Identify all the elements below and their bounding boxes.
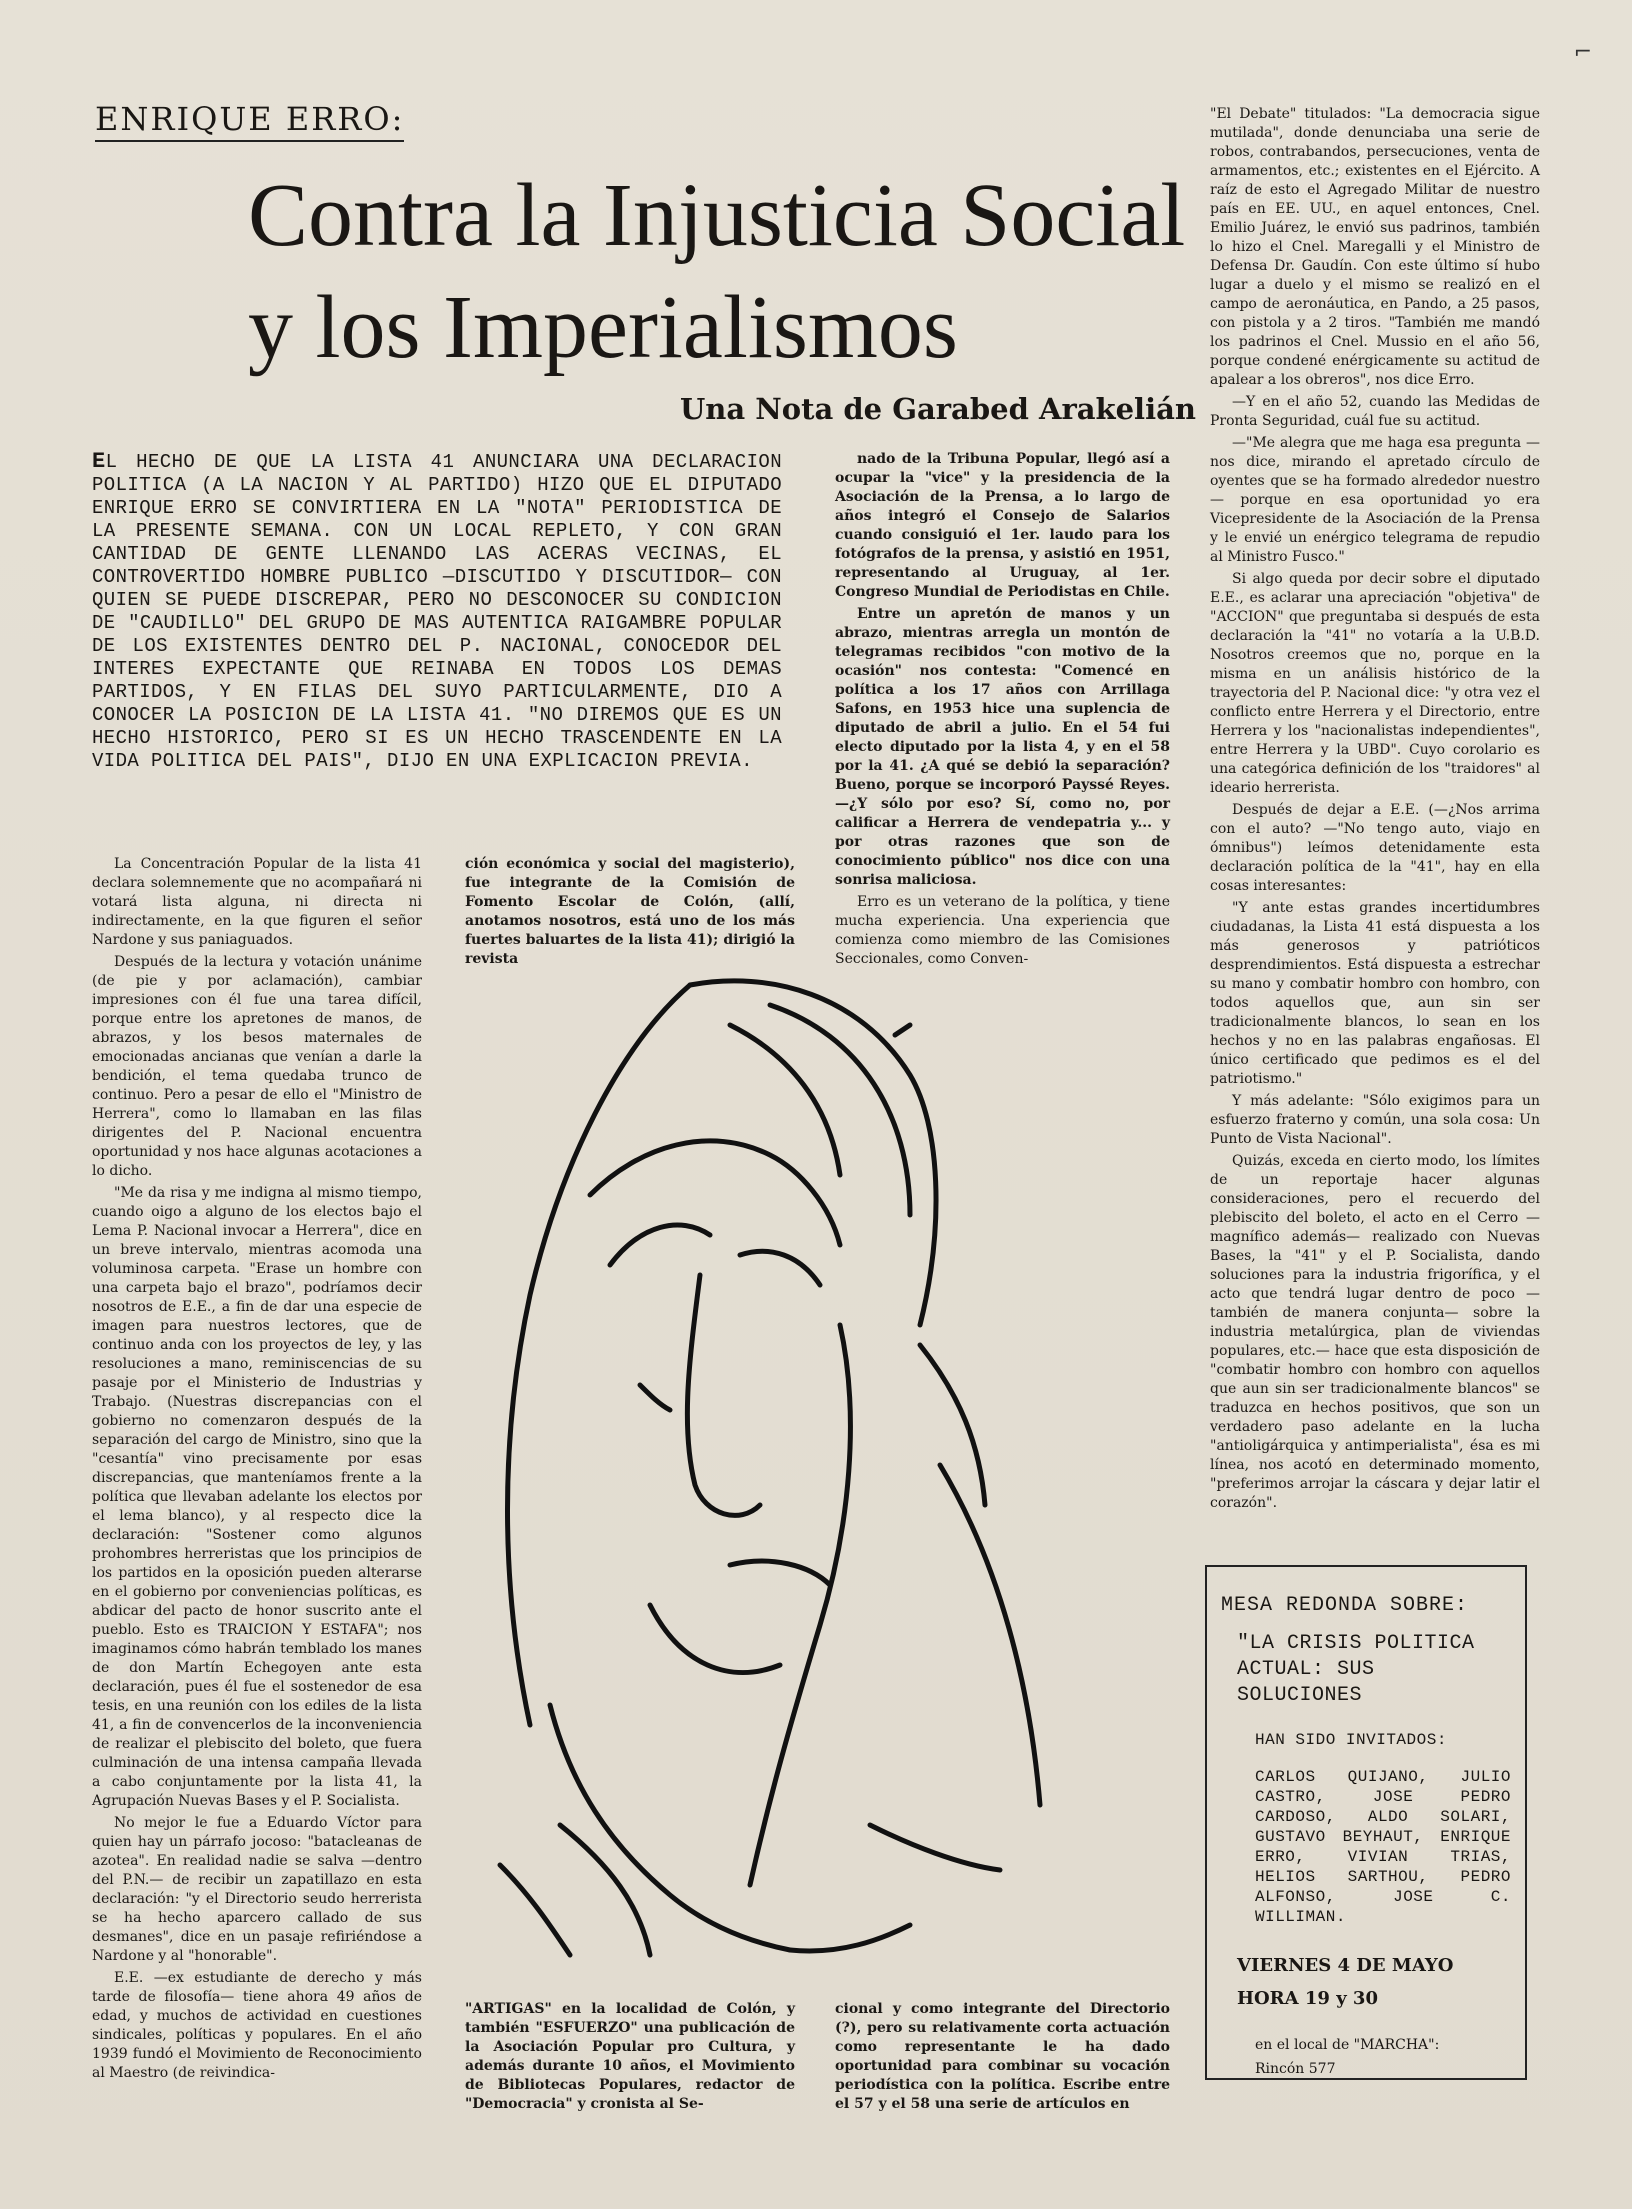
box-invited-label: HAN SIDO INVITADOS: <box>1255 1731 1447 1749</box>
col-left-paragraph: La Concentración Popular de la lista 41 declara solemnemente que no acompañará ni votará lista alguna, ni directa ni indirectamente, en la que figuren el señor Nardone y sus paniaguados. <box>92 856 422 948</box>
col-right-paragraph: Y más adelante: "Sólo exigimos para un esfuerzo fraterno y común, una sola cosa: Un Punto de Vista Nacional". <box>1210 1093 1540 1147</box>
box-topic: "LA CRISIS POLITICA ACTUAL: SUS SOLUCIONES <box>1237 1632 1475 1707</box>
box-venue: en el local de "MARCHA": <box>1255 2037 1440 2053</box>
corner-mark: ⌐ <box>1573 40 1592 65</box>
box-invited-names: CARLOS QUIJANO, JULIO CASTRO, JOSE PEDRO CARDOSO, ALDO SOLARI, GUSTAVO BEYHAUT, ENRIQUE ERRO, VIVIAN TRIAS, HELIOS SARTHOU, PEDRO ALFONSO, JOSE C. WILLIMAN. <box>1255 1768 1511 1926</box>
col-left-paragraph: No mejor le fue a Eduardo Víctor para quien hay un párrafo jocoso: "batacleanas de azotea". En realidad nadie se salva —dentro del P.N.— de recibir un zapatillazo en esta declaración: "y el Directorio seudo herrerista se ha hecho aparcero callado de sus desmanes", dice en un pasaje refiriéndose a Nardone y al "honorable". <box>92 1815 422 1964</box>
column-third-bottom <box>835 2000 1170 2112</box>
col-right-paragraph: —Y en el año 52, cuando las Medidas de Pronta Seguridad, cuál fue su actitud. <box>1210 394 1540 429</box>
column-second-bottom <box>465 2000 795 2112</box>
col-b-bottom-paragraph: "ARTIGAS" en la localidad de Colón, y también "ESFUERZO" una publicación de la Asociación Popular pro Cultura, y además durante 10 años, el Movimiento de Bibliotecas Populares, redactor de "Democracia" y cronista al Se- <box>465 2001 795 2112</box>
col-right-paragraph: Quizás, exceda en cierto modo, los límites de un reportaje hacer algunas consideraciones, pero el recuerdo del plebiscito del boleto, el acto en el Cerro —magnífico además— realizado con Nuevas Bases, la "41" y el P. Socialista, dando soluciones para la industria frigorífica, y el acto que tendrá lugar dentro de poco —también de manera conjunta— sobre la industria metalúrgica, plan de viviendas populares, etc.— hace que esta disposición de "combatir hombro con hombro con aquellos que aun sin ser tradicionalmente blancos" se traduzca en hechos positivos, que son un verdadero paso adelante en la lucha "antioligárquica y antimperialista", ésa es mi línea, nos acotó en determinado momento, "preferimos arrojar la cáscara y dejar latir el corazón". <box>1210 1153 1540 1511</box>
column-left <box>92 855 422 2090</box>
article-title <box>248 160 1198 384</box>
col-left-paragraph: E.E. —ex estudiante de derecho y más tarde de filosofía— tiene ahora 49 años de edad, y muchos de actividad en cuestiones sindicales, políticas y populares. En el año 1939 fundó el Movimiento de Reconocimiento al Maestro (de reivindica- <box>92 1970 422 2081</box>
byline: Una Nota de Garabed Arakelián <box>680 392 1196 426</box>
col-left-paragraph: "Me da risa y me indigna al mismo tiempo, cuando oigo a alguno de los electos bajo el Lema P. Nacional invocar a Herrera", dice en un breve intervalo, mientras acomoda una voluminosa carpeta. "Erase un hombre con una carpeta bajo el brazo", podríamos decir nosotros de E.E., a fin de dar una especie de imagen para nuestros lectores, que de continuo anda con los proyectos de ley, y las resoluciones a mano, reminiscencias de su pasaje por el Ministerio de Industrias y Trabajo. (Nuestras discrepancias con el gobierno no comenzaron después de la separación del cargo de Ministro, sino que la "cesantía" vino precisamente por esas discrepancias, que manteníamos frente a la política que llevaban adelante los electos por el lema blanco), y al respecto dice la declaración: "Sostener como algunos prohombres herreristas que los principios de los partidos en la oposición pueden alterarse en el gobierno por conveniencias políticas, es abdicar del pacto de honor suscrito ante el pueblo. Esto es TRAICION Y ESTAFA"; nos imaginamos cómo habrán temblado los manes de don Martín Echegoyen ante esta declaración, pues él fue el sostenedor de esa tesis, en una reunión con los ediles de la lista 41, a fin de convencerlos de la inconveniencia de realizar el plebiscito del boleto, que fuera culminación de una intensa campaña llevada a cabo conjuntamente por la lista 41, la Agrupación Nuevas Bases y el P. Socialista. <box>92 1185 422 1809</box>
col-right-paragraph: Si algo queda por decir sobre el diputado E.E., es aclarar una apreciación "objetiva" de "ACCION" que preguntaba si después de esta declaración la "41" no votaría a la U.B.D. Nosotros creemos que no, porque en la misma en un análisis histórico de la trayectoria del P. Nacional dice: "y otra vez el conflicto entre Herrera y el Directorio, entre Herrera y los "nacionalistas independientes", entre Herrera y la UBD". Cuyo corolario es una categórica definición de los "traidores" al ideario herrerista. <box>1210 571 1540 796</box>
round-table-announcement-box <box>1205 1565 1527 2080</box>
column-second-top <box>465 855 795 967</box>
box-address: Rincón 577 <box>1255 2061 1336 2077</box>
col-right-paragraph: —"Me alegra que me haga esa pregunta —nos dice, mirando el apretado círculo de oyentes que se ha formado alrededor nuestro— porque en esa oportunidad yo era Vicepresidente de la Asociación de la Prensa y le envié un enérgico telegrama de repudio al Ministro Fusco." <box>1210 435 1540 565</box>
col-right-paragraph: "Y ante estas grandes incertidumbres ciudadanas, la Lista 41 está dispuesta a los más generosos y patrióticos desprendimientos. Está dispuesta a estrechar su mano y combatir hombro con hombro, con todos aquellos que, aun sin ser tradicionalmente blancos, lo sean en los hechos y no en las palabras engañosas. El único certificado que pedimos es el del patriotismo." <box>1210 900 1540 1087</box>
col-mid-paragraph: Erro es un veterano de la política, y tiene mucha experiencia. Una experiencia que comienza como miembro de las Comisiones Seccionales, como Conven- <box>835 894 1170 967</box>
title-line-2: y los Imperialismos <box>248 278 958 377</box>
column-right <box>1210 105 1540 1545</box>
col-b-top-paragraph: ción económica y social del magisterio), fue integrante de la Comisión de Fomento Escolar de Colón, (allí, anotamos nosotros, está uno de los más fuertes baluartes de la lista 41); dirigió la revista <box>465 856 795 967</box>
column-middle-top <box>835 450 1170 967</box>
col-left-paragraph: Después de la lectura y votación unánime (de pie y por aclamación), cambiar impresiones con él fue una tarea difícil, porque entre los apretones de manos, de abrazos, y los besos maternales de emocionadas ancianas que venían a darle la bendición, el tema quedaba trunco de continuo. Pero a pesar de ello el "Ministro de Herrera", como lo llamaban en las filas dirigentes del P. Nacional encuentra oportunidad y nos hace algunas acotaciones a lo dicho. <box>92 954 422 1179</box>
box-date: VIERNES 4 DE MAYO <box>1237 1955 1454 1976</box>
col-mid-paragraph: Entre un apretón de manos y un abrazo, mientras arregla un montón de telegramas recibidos "con motivo de la ocasión" nos contesta: "Comencé en política a los 17 años con Arrillaga Safons, en 1953 hice una suplencia de diputado de abril a julio. En el 54 fui electo diputado por la lista 4, y en el 58 por la 41. ¿A qué se debió la separación? Bueno, porque se incorporó Payssé Reyes. —¿Y sólo por eso? Sí, como no, por calificar a Herrera de vendepatria y... y por otras razones que son de conocimiento público" nos dice con una sonrisa maliciosa. <box>835 606 1170 888</box>
col-right-paragraph: "El Debate" titulados: "La democracia sigue mutilada", donde denunciaba una serie de robos, contrabandos, persecuciones, venta de armamentos, etc.; existentes en el Ejército. A raíz de esto el Agregado Militar de nuestro país en EE. UU., en aquel entonces, Cnel. Emilio Juárez, le envió sus padrinos, también lo hizo el Cnel. Maregalli y el Ministro de Defensa Dr. Gaudín. Con este último sí hubo lugar a duelo y el mismo se realizó en el campo de aeronáutica, en Pando, a 25 pasos, con pistola y a 2 tiros. "También me mandó los padrinos el Cnel. Mussio en el año 56, porque condené enérgicamente su actitud de apalear a los obreros", nos dice Erro. <box>1210 106 1540 388</box>
box-time: HORA 19 y 30 <box>1237 1988 1378 2009</box>
kicker-heading: ENRIQUE ERRO: <box>95 100 405 138</box>
lead-paragraph: EL HECHO DE QUE LA LISTA 41 ANUNCIARA UNA DECLARACION POLITICA (A LA NACION Y AL PARTIDO) HIZO QUE EL DIPUTADO ENRIQUE ERRO SE CONVIRTIERA EN LA "NOTA" PERIODISTICA DE LA PRESENTE SEMANA. CON UN LOCAL REPLETO, Y CON GRAN CANTIDAD DE GENTE LLENANDO LAS ACERAS VECINAS, EL CONTROVERTIDO HOMBRE PUBLICO —DISCUTIDO Y DISCUTIDOR— CON QUIEN SE PUEDE DISCREPAR, PERO NO DESCONOCER SU CONDICION DE "CAUDILLO" DEL GRUPO DE MAS AUTENTICA RAIGAMBRE POPULAR DE LOS EXISTENTES DENTRO DEL P. NACIONAL, CONOCEDOR DEL INTERES EXPECTANTE QUE REINABA EN TODOS LOS DEMAS PARTIDOS, Y EN FILAS DEL SUYO PARTICULARMENTE, DIO A CONOCER LA POSICION DE LA LISTA 41. "NO DIREMOS QUE ES UN HECHO HISTORICO, PERO SI ES UN HECHO TRASCENDENTE EN LA VIDA POLITICA DEL PAIS", DIJO EN UNA EXPLICACION PREVIA. <box>92 449 782 772</box>
col-mid-paragraph: nado de la Tribuna Popular, llegó así a ocupar la "vice" y la presidencia de la Asociación de la Prensa, a lo largo de años integró el Consejo de Salarios cuando consiguió el 1er. laudo para los fotógrafos de la prensa, y asistió en 1951, representando al Uruguay, al 1er. Congreso Mundial de Periodistas en Chile. <box>835 451 1170 600</box>
col-c-bottom-paragraph: cional y como integrante del Directorio (?), pero su relativamente corta actuación como representante le ha dado oportunidad para combinar su vocación periodística con la política. Escribe entre el 57 y el 58 una serie de artículos en <box>835 2001 1170 2112</box>
box-heading: MESA REDONDA SOBRE: <box>1221 1594 1469 1617</box>
col-right-paragraph: Después de dejar a E.E. (—¿Nos arrima con el auto? —"No tengo auto, viajo en ómnibus") leímos detenidamente esta declaración política de la "41", hay en ella cosas interesantes: <box>1210 802 1540 894</box>
title-line-1: Contra la Injusticia Social <box>248 166 1186 265</box>
portrait-sketch-illustration <box>440 965 1140 1975</box>
